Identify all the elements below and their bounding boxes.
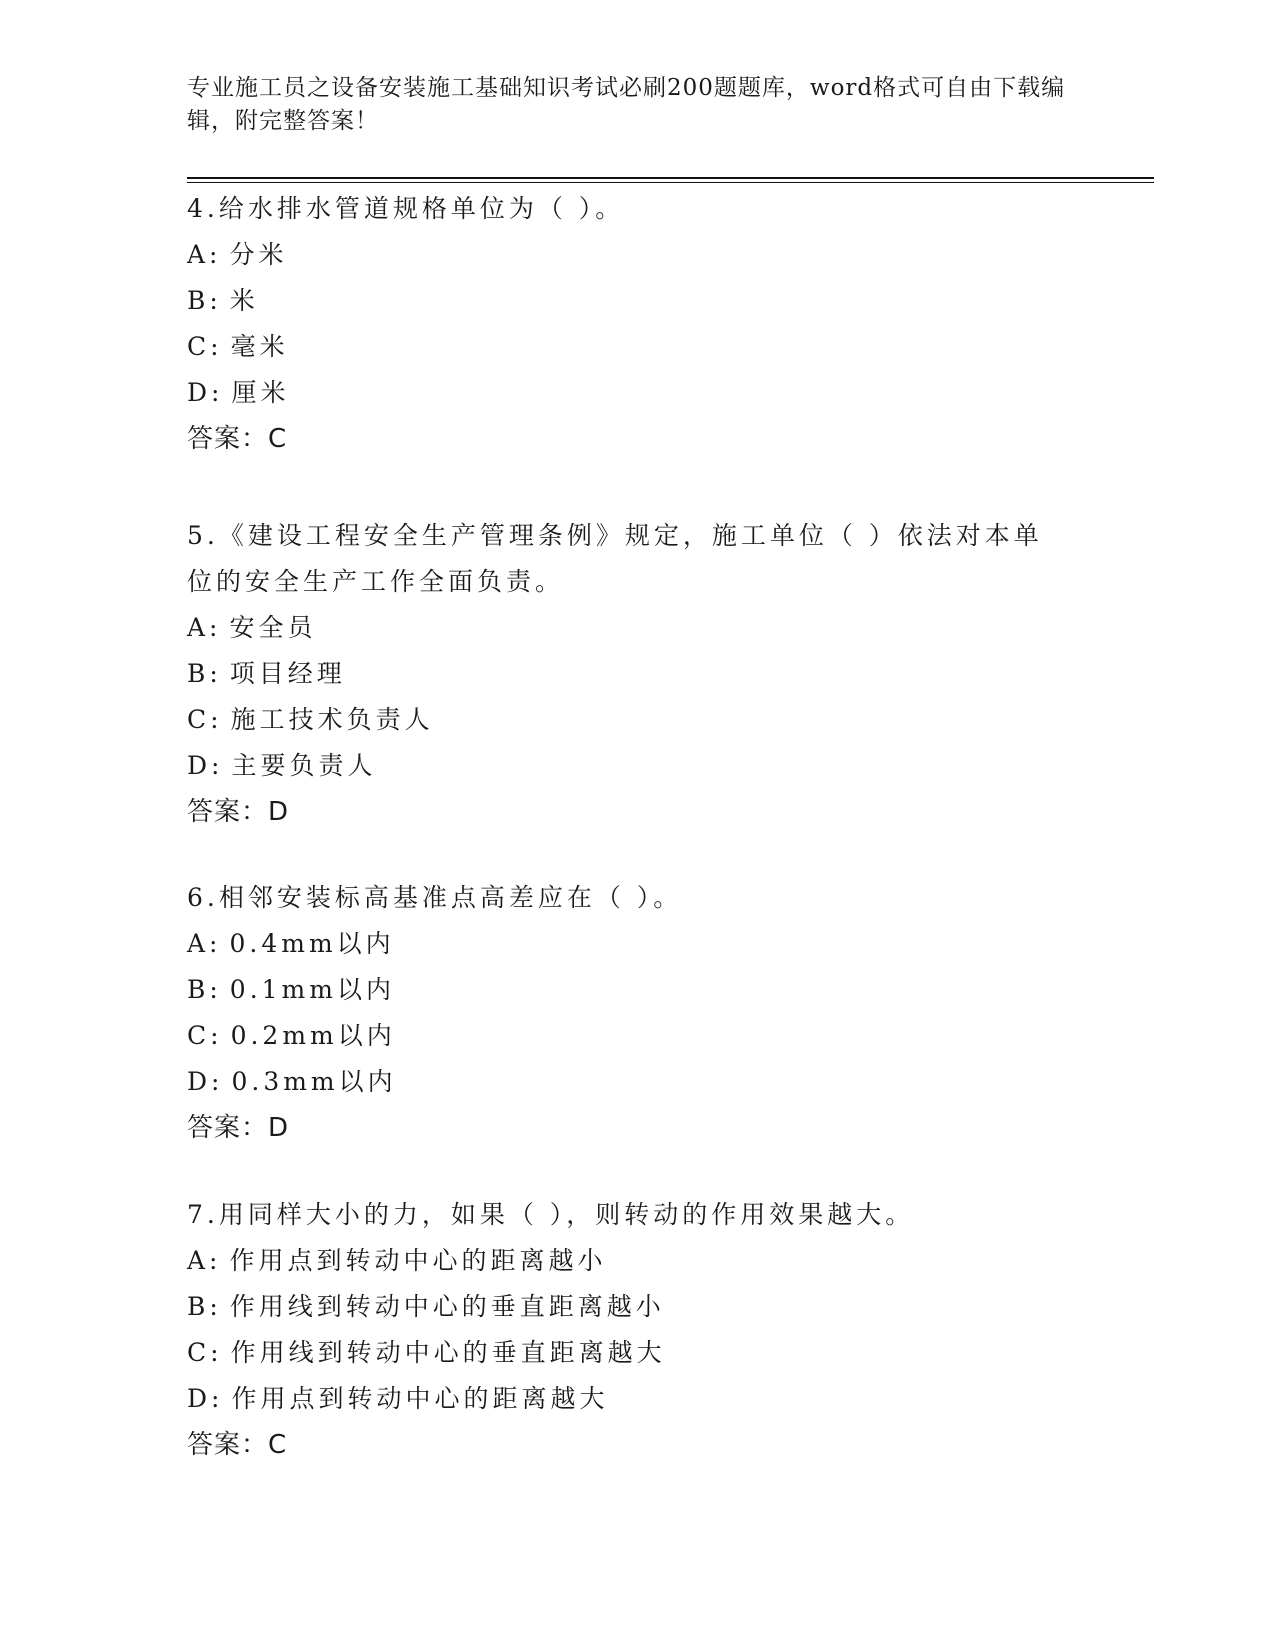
answer: 答案：D [187,1113,290,1143]
option-text: 主要负责人 [231,751,377,780]
option-a [187,605,1067,651]
option-label: D: [187,1384,224,1413]
option-a [187,921,1087,967]
option-text: 0.3mm以内 [231,1067,397,1096]
option-a [187,1238,1087,1284]
option-text: 米 [229,286,259,315]
answer: 答案：C [187,424,288,454]
option-text: 分米 [229,240,288,269]
option-text: 作用点到转动中心的距离越大 [231,1384,609,1413]
option-label: A: [187,613,222,642]
option-d [187,1059,1087,1105]
option-text: 施工技术负责人 [230,705,434,734]
option-b [187,967,1087,1013]
option-label: B: [187,286,222,315]
option-label: D: [187,378,224,407]
option-text: 安全员 [229,613,317,642]
option-d [187,743,1067,789]
option-text: 作用线到转动中心的垂直距离越小 [229,1292,665,1321]
answer: 答案：C [187,1430,288,1460]
option-text: 0.2mm以内 [230,1021,396,1050]
option-text: 厘米 [231,378,290,407]
question-stem: 7.用同样大小的力，如果（ ），则转动的作用效果越大。 [187,1200,915,1229]
option-b [187,1284,1087,1330]
header-divider-thick [187,177,1154,179]
option-label: C: [187,1021,223,1050]
option-label: B: [187,975,222,1004]
option-c [187,1013,1087,1059]
question-6 [187,875,1087,1151]
option-text: 作用点到转动中心的距离越小 [229,1246,607,1275]
option-text: 作用线到转动中心的垂直距离越大 [230,1338,666,1367]
option-label: D: [187,751,224,780]
option-label: B: [187,659,222,688]
answer: 答案：D [187,797,290,827]
option-label: A: [187,1246,222,1275]
option-label: A: [187,240,222,269]
option-label: D: [187,1067,224,1096]
question-7 [187,1192,1087,1468]
option-b [187,651,1067,697]
option-text: 项目经理 [229,659,346,688]
option-label: C: [187,1338,223,1367]
option-c [187,697,1067,743]
option-c [187,1330,1087,1376]
option-text: 毫米 [230,332,289,361]
header-divider-thin [187,182,1154,183]
option-label: B: [187,1292,222,1321]
question-stem: 4.给水排水管道规格单位为（ ）。 [187,194,625,223]
option-d [187,1376,1087,1422]
option-text: 0.1mm以内 [229,975,395,1004]
option-b [187,278,1087,324]
option-label: C: [187,332,223,361]
question-stem: 6.相邻安装标高基准点高差应在（ ）。 [187,883,683,912]
option-label: C: [187,705,223,734]
option-text: 0.4mm以内 [229,929,395,958]
option-c [187,324,1087,370]
question-4 [187,186,1087,462]
option-d [187,370,1087,416]
option-label: A: [187,929,222,958]
option-a [187,232,1087,278]
document-header: 专业施工员之设备安装施工基础知识考试必刷200题题库，word格式可自由下载编辑，附完整答案！ [187,75,1066,134]
question-stem: 5.《建设工程安全生产管理条例》规定，施工单位（ ）依法对本单位的安全生产工作全面负责。 [187,521,1043,596]
question-5 [187,513,1067,835]
